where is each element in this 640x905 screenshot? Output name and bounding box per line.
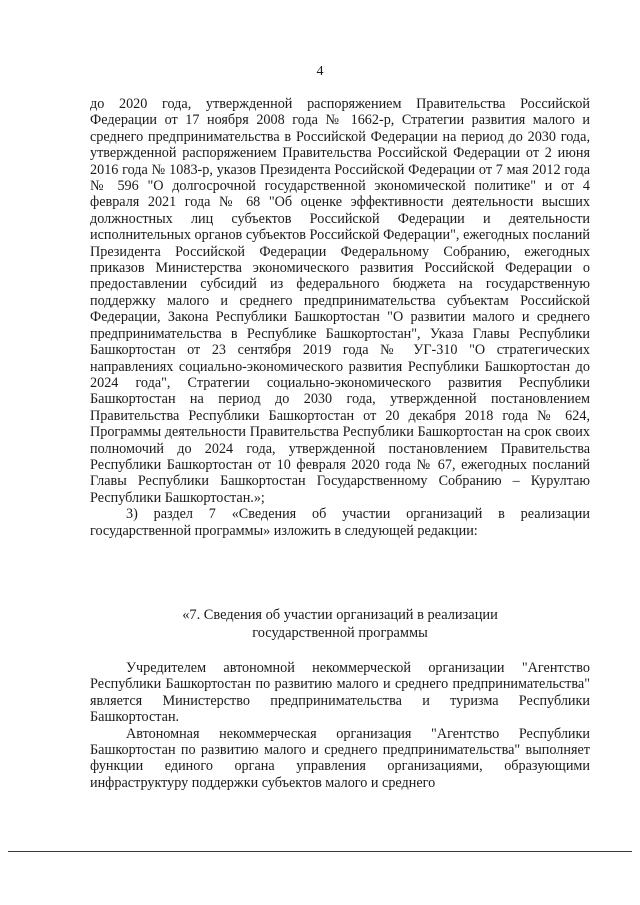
founder-paragraph: Учредителем автономной некоммерческой организации "Агентство Республики Башкортостан по развитию малого и среднего предпринимательства" является Министерство предпринимательства и туризма Республики Башкортостан. <box>90 660 590 726</box>
continuation-paragraph: до 2020 года, утвержденной распоряжением Правительства Российской Федерации от 17 ноября 2008 года № 1662-р, Стратегии развития малого и среднего предпринимательства в Российской Федерации на период до 2030 года, утвержденной распоряжением Правительства Российской Федерации от 2 июня 2016 года № 1083-р, указов Президента Российской Федерации от 7 мая 2012 года № 596 "О долгосрочной государственной экономической политике" и от 4 февраля 2021 года № 68 "Об оценке эффективности деятельности высших должностных лиц субъектов Российской Федерации и деятельности исполнительных органов субъектов Российской Федерации", ежегодных посланий Президента Российской Федерации Федеральному Собранию, ежегодных приказов Министерства экономического развития Российской Федерации о предоставлении субсидий из федерального бюджета на государственную поддержку малого и среднего предпринимательства субъектам Российской Федерации, Закона Республики Башкортостан "О развитии малого и среднего предпринимательства в Республике Башкортостан", Указа Главы Республики Башкортостан от 23 сентября 2019 года № УГ-310 "О стратегических направлениях социально-экономического развития Республики Башкортостан до 2024 года", Стратегии социально-экономического развития Республики Башкортостан на период до 2030 года, утвержденной постановлением Правительства Республики Башкортостан от 20 декабря 2018 года № 624, Программы деятельности Правительства Республики Башкортостан на срок своих полномочий до 2024 года, утвержденной постановлением Правительства Республики Башкортостан от 10 февраля 2020 года № 67, ежегодных посланий Главы Республики Башкортостан Государственному Собранию – Курултаю Республики Башкортостан.»; <box>90 96 590 506</box>
bottom-divider <box>8 851 632 852</box>
main-text-block <box>90 96 590 539</box>
section-heading <box>90 606 590 642</box>
page-number: 4 <box>316 64 324 79</box>
section-heading-line-2: государственной программы <box>252 625 428 641</box>
section-heading-line-1: «7. Сведения об участии организаций в реализации <box>182 607 498 623</box>
agency-paragraph: Автономная некоммерческая организация "Агентство Республики Башкортостан по развитию малого и среднего предпринимательства" выполняет функции единого органа управления организациями, образующими инфраструктуру поддержки субъектов малого и среднего <box>90 725 590 791</box>
section-7-text-block <box>90 660 590 791</box>
item-3-paragraph: 3) раздел 7 «Сведения об участии организаций в реализации государственной программы» изложить в следующей редакции: <box>90 506 590 539</box>
